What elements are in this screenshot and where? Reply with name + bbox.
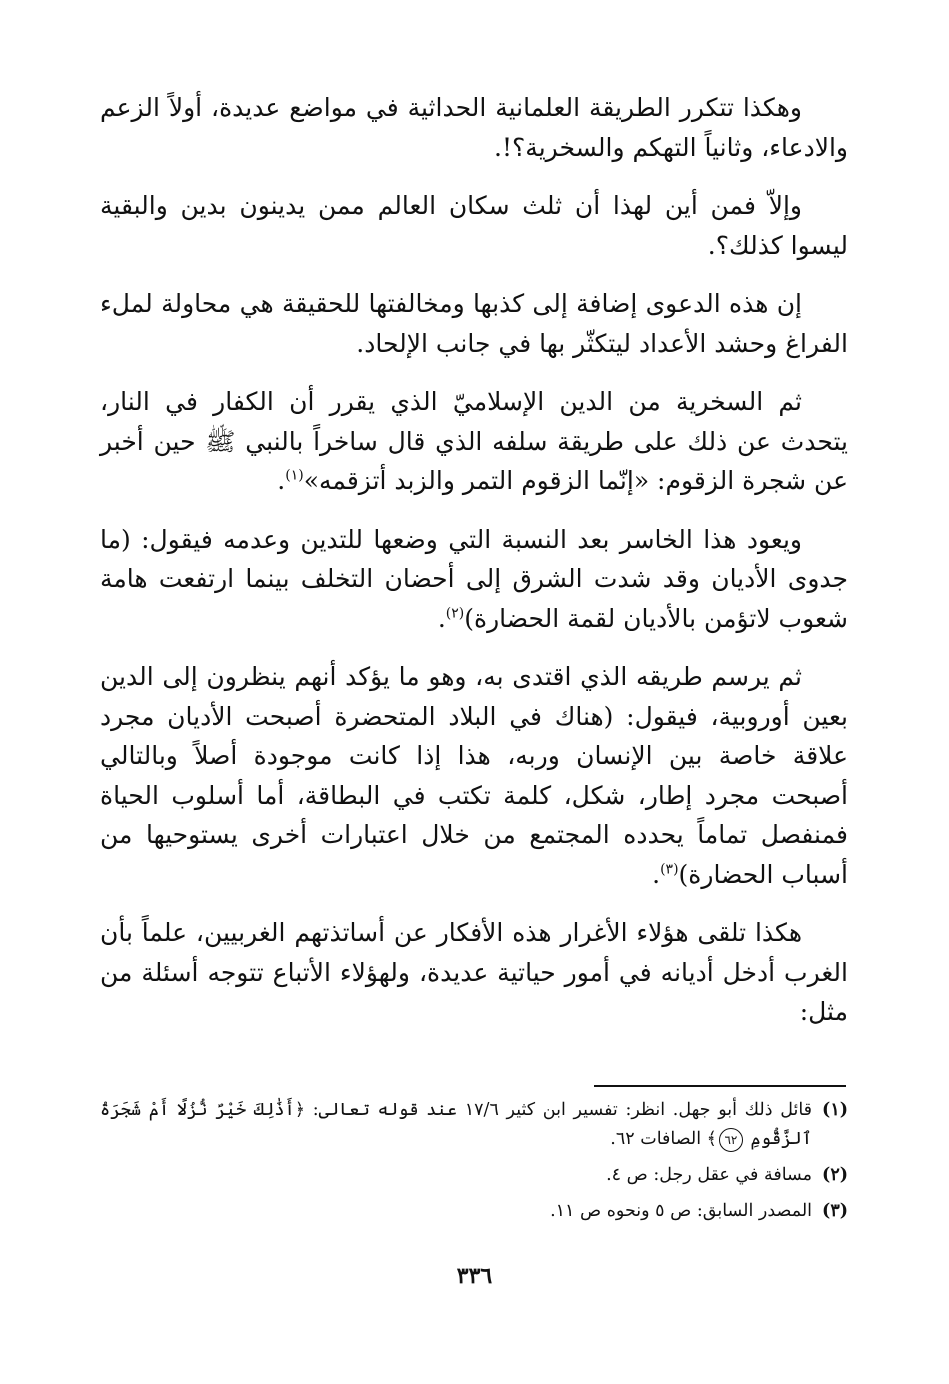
paragraph-text: ثم السخرية من الدين الإسلاميّ الذي يقرر أن الكفار في النار، يتحدث عن ذلك على طريقة سلفه الذي قال ساخراً بالنبي ﷺ حين أخبر عن شجرة الزقوم: «إنّما الزقوم التمر والزبد أتزقمه» [100, 387, 848, 495]
paragraph-text: هكذا تلقى هؤلاء الأغرار هذه الأفكار عن أساتذتهم الغربيين، علماً بأن الغرب أدخل أديانه في أمور حياتية عديدة، ولهؤلاء الأتباع تتوجه أسئلة من مثل: [100, 918, 848, 1026]
main-text [100, 88, 848, 1051]
paragraph-text: ثم يرسم طريقه الذي اقتدى به، وهو ما يؤكد أنهم ينظرون إلى الدين بعين أوروبية، فيقول: (هناك في البلاد المتحضرة أصبحت الأديان مجرد علاقة خاصة بين الإنسان وربه، هذا إذا كانت موجودة أصلاً وبالتالي أصبحت مجرد إطار، شكل، كلمة تكتب في البطاقة، أما أسلوب الحياة فمنفصل تماماً يحدده المجتمع من خلال اعتبارات أخرى يستوحيها من أسباب الحضارة) [100, 662, 848, 889]
footnote-2 [100, 1161, 848, 1190]
verse-number-mark: ٦٢ [719, 1128, 743, 1152]
footnote-ref-1[interactable]: (١) [285, 467, 304, 484]
paragraph-5: ويعود هذا الخاسر بعد النسبة التي وضعها للتدين وعدمه فيقول: (ما جدوى الأديان وقد شدت الشرق إلى أحضان التخلف بينما ارتفعت هامة شعوب لاتؤمن بالأديان لقمة الحضارة)$^{(٢)}$. [100, 524, 848, 633]
footnote-separator [594, 1085, 846, 1087]
footnote-number: (١) [822, 1100, 848, 1120]
paragraph-text: وإلاّ فمن أين لهذا أن ثلث سكان العالم ممن يدينون بدين والبقية ليسوا كذلك؟. [100, 191, 848, 260]
footnote-text [100, 1096, 812, 1154]
footnote-text-part: ﴾ الصافات ٦٢. [610, 1129, 717, 1149]
footnote-text-part: قائل ذلك أبو جهل. انظر: تفسير ابن كثير ١٧/٦ عند قوله تعالى: ﴿أَذَٰلِكَ خَيْرٌ نُّزُلًا أَمْ شَجَرَةُ ٱلزَّقُّومِ [100, 1100, 813, 1149]
paragraph-7 [100, 913, 848, 1032]
paragraph-6: ثم يرسم طريقه الذي اقتدى به، وهو ما يؤكد أنهم ينظرون إلى الدين بعين أوروبية، فيقول: (هناك في البلاد المتحضرة أصبحت الأديان مجرد علاقة خاصة بين الإنسان وربه، هذا إذا كانت موجودة أصلاً وبالتالي أصبحت مجرد إطار، شكل، كلمة تكتب في البطاقة، أما أسلوب الحياة فمنفصل تماماً يحدده المجتمع من خلال اعتبارات أخرى يستوحيها من أسباب الحضارة)$^{(٣)}$. [100, 662, 848, 889]
paragraph-1 [100, 88, 848, 167]
paragraph-3 [100, 284, 848, 363]
paragraph-2 [100, 186, 848, 265]
footnotes [100, 1096, 848, 1233]
footnote-number: (٢) [822, 1165, 848, 1185]
paragraph-text: ويعود هذا الخاسر بعد النسبة التي وضعها للتدين وعدمه فيقول: (ما جدوى الأديان وقد شدت الشرق إلى أحضان التخلف بينما ارتفعت هامة شعوب لاتؤمن بالأديان لقمة الحضارة) [100, 524, 848, 633]
footnote-ref-2[interactable]: (٢) [445, 605, 465, 622]
footnote-text: مسافة في عقل رجل: ص ٤. [606, 1165, 813, 1185]
paragraph-4: ثم السخرية من الدين الإسلاميّ الذي يقرر أن الكفار في النار، يتحدث عن ذلك على طريقة سلفه الذي قال ساخراً بالنبي ﷺ حين أخبر عن شجرة الزقوم: «إنّما الزقوم التمر والزبد أتزقمه»$^{(١)}$. [100, 387, 848, 495]
paragraph-text: وهكذا تتكرر الطريقة العلمانية الحداثية في مواضع عديدة، أولاً الزعم والادعاء، وثانياً التهكم والسخرية؟!. [100, 93, 848, 162]
paragraph-text: إن هذه الدعوى إضافة إلى كذبها ومخالفتها للحقيقة هي محاولة لملء الفراغ وحشد الأعداد ليتكثّر بها في جانب الإلحاد. [100, 289, 848, 358]
footnote-1 [100, 1096, 848, 1154]
footnote-3 [100, 1197, 848, 1226]
footnote-text: المصدر السابق: ص ٥ ونحوه ص ١١. [550, 1201, 813, 1221]
footnote-number: (٣) [822, 1201, 848, 1221]
page-number: ٣٣٦ [456, 1263, 493, 1289]
footnote-ref-3[interactable]: (٣) [660, 861, 679, 878]
